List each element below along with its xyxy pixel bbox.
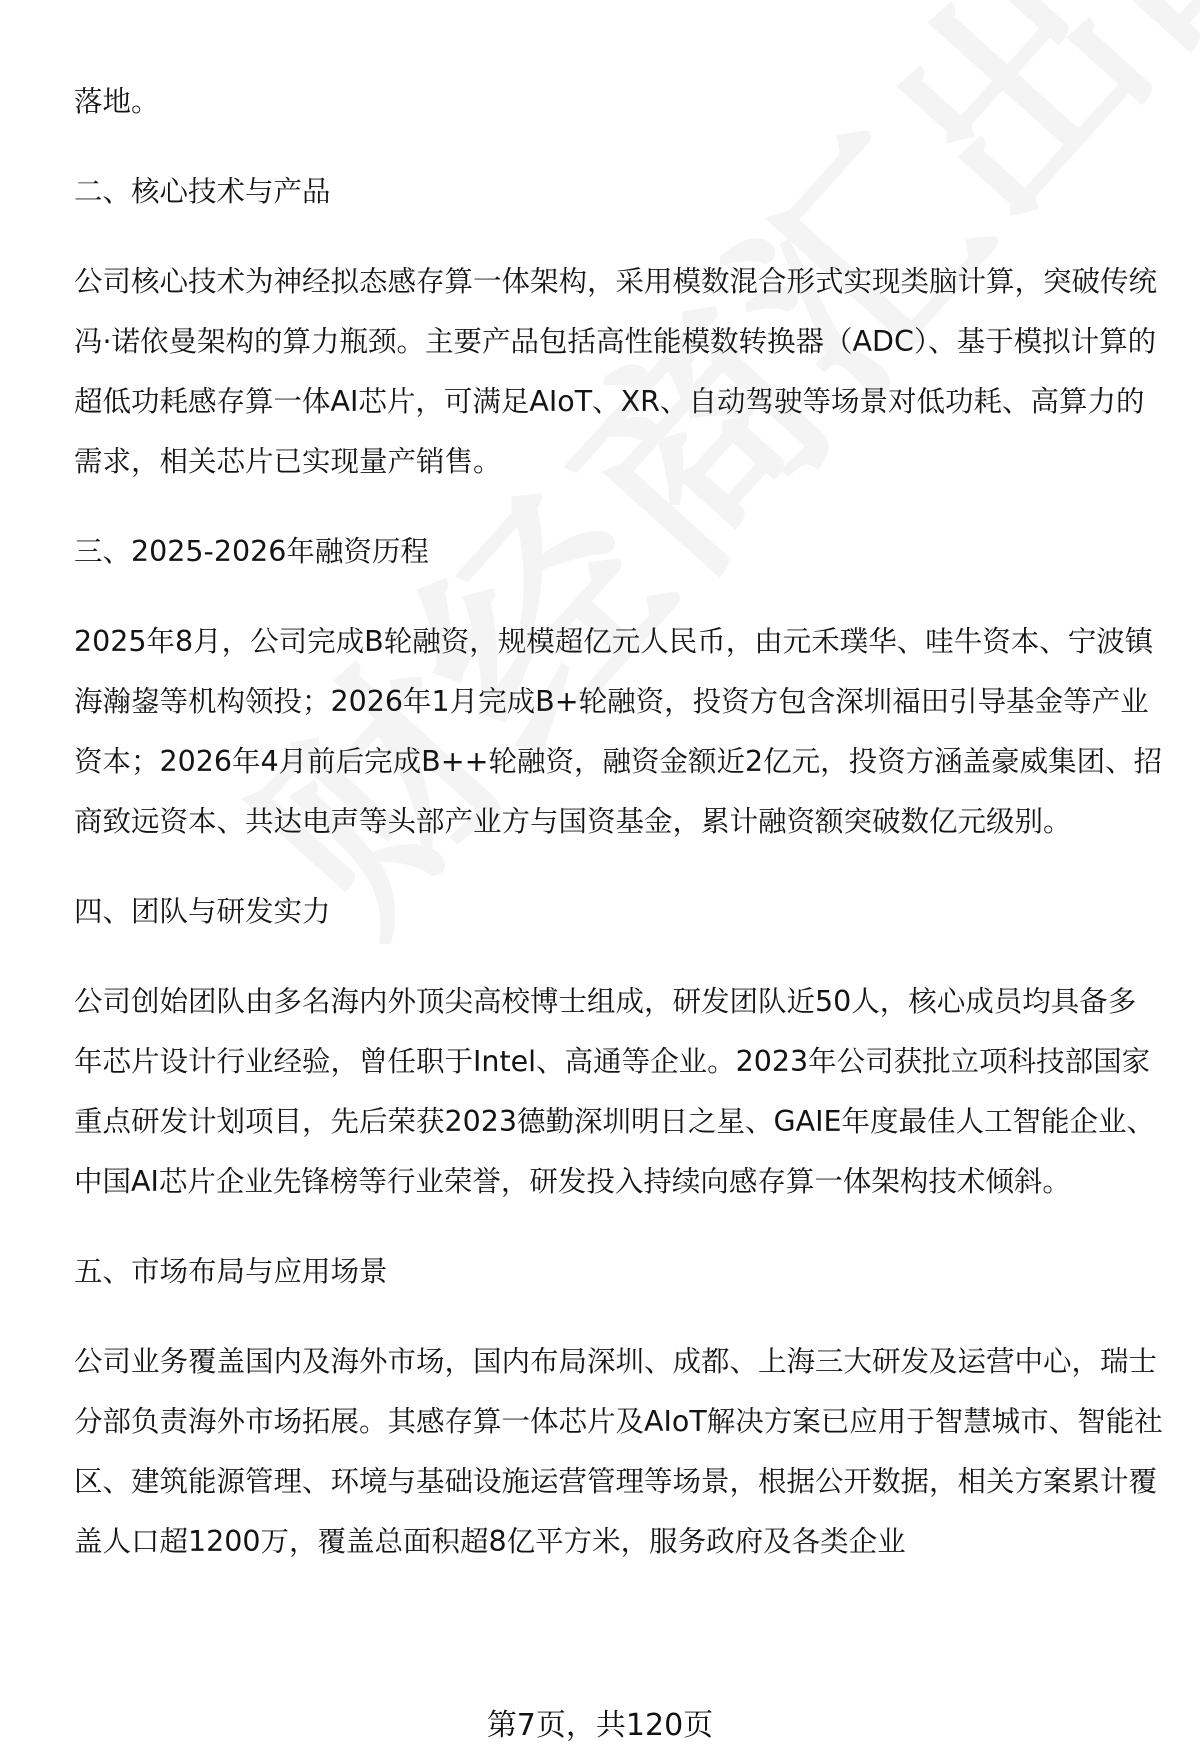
paragraph-continuation: 落地。 xyxy=(74,85,160,118)
page-number: 第7页，共120页 xyxy=(486,1708,714,1743)
section-heading-core-tech: 二、核心技术与产品 xyxy=(74,175,331,208)
paragraph-team: 公司创始团队由多名海内外顶尖高校博士组成，研发团队近50人，核心成员均具备多年芯片设计行业经验，曾任职于Intel、高通等企业。2023年公司获批立项科技部国家重点研发计划项目，先后荣获2023德勤深圳明日之星、GAIE年度最佳人工智能企业、中国AI芯片企业先锋榜等行业荣誉，研发投入持续向感存算一体架构技术倾斜。 xyxy=(74,985,1156,1198)
section-heading-market: 五、市场布局与应用场景 xyxy=(74,1255,388,1288)
paragraph-financing: 2025年8月，公司完成B轮融资，规模超亿元人民币，由元禾璞华、哇牛资本、宁波镇海瀚鋆等机构领投；2026年1月完成B+轮融资，投资方包含深圳福田引导基金等产业资本；2026年4月前后完成B++轮融资，融资金额近2亿元，投资方涵盖豪威集团、招商致远资本、共达电声等头部产业方与国资基金，累计融资额突破数亿元级别。 xyxy=(74,625,1163,838)
section-heading-financing: 三、2025-2026年融资历程 xyxy=(74,535,429,568)
document-body xyxy=(74,72,1164,1602)
section-heading-team: 四、团队与研发实力 xyxy=(74,895,331,928)
paragraph-core-tech: 公司核心技术为神经拟态感存算一体架构，采用模数混合形式实现类脑计算，突破传统冯·诺依曼架构的算力瓶颈。主要产品包括高性能模数转换器（ADC）、基于模拟计算的超低功耗感存算一体AI芯片，可满足AIoT、XR、自动驾驶等场景对低功耗、高算力的需求，相关芯片已实现量产销售。 xyxy=(74,265,1158,478)
paragraph-market: 公司业务覆盖国内及海外市场，国内布局深圳、成都、上海三大研发及运营中心，瑞士分部负责海外市场拓展。其感存算一体芯片及AIoT解决方案已应用于智慧城市、智能社区、建筑能源管理、环境与基础设施运营管理等场景，根据公开数据，相关方案累计覆盖人口超1200万，覆盖总面积超8亿平方米，服务政府及各类企业 xyxy=(74,1345,1163,1558)
